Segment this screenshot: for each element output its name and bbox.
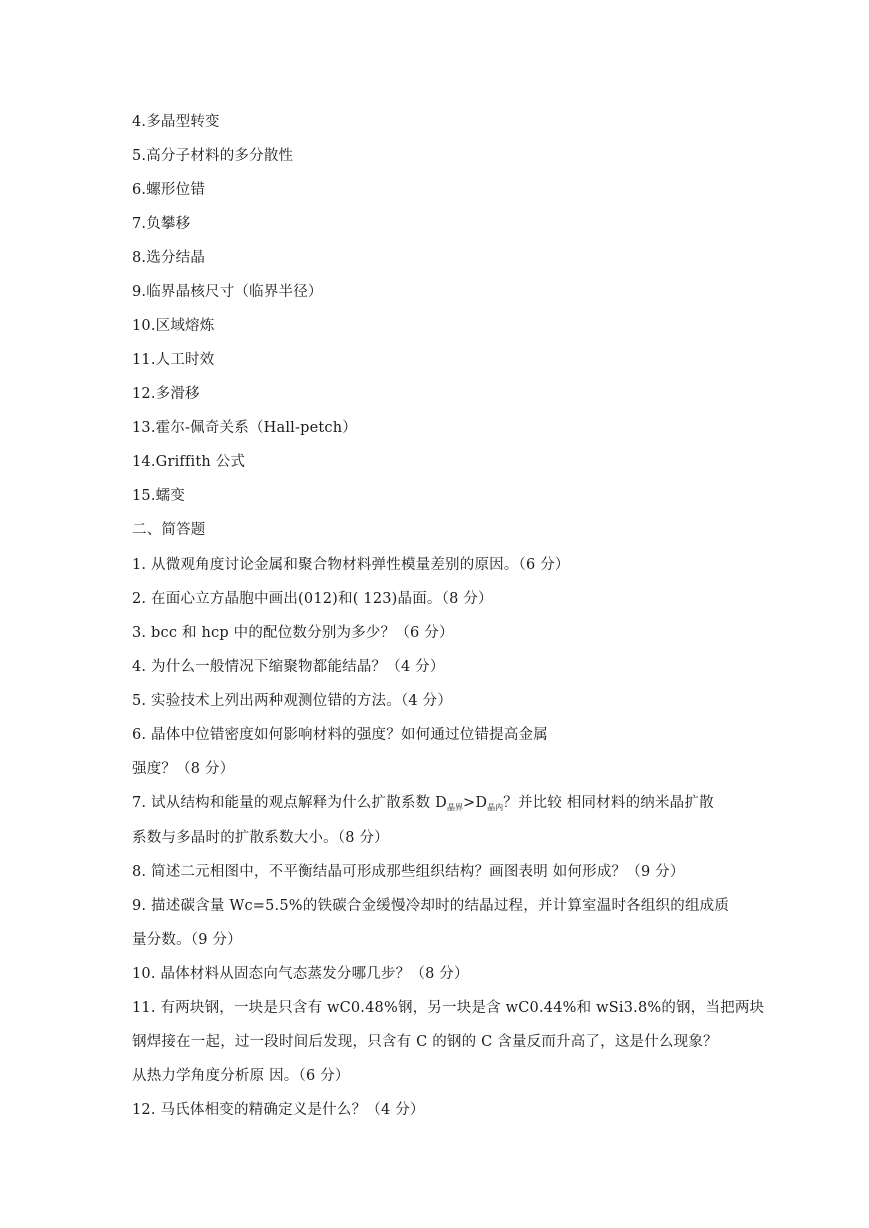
term-item-9: 9.临界晶核尺寸（临界半径）	[132, 284, 323, 300]
question-9-line-1: 9. 描述碳含量 Wc=5.5%的铁碳合金缓慢冷却时的结晶过程，并计算室温时各组织的组成质	[132, 898, 730, 914]
question-10: 10. 晶体材料从固态向气态蒸发分哪几步？（8 分）	[132, 966, 469, 982]
term-item-8: 8.选分结晶	[132, 250, 206, 266]
question-1: 1. 从微观角度讨论金属和聚合物材料弹性模量差别的原因。（6 分）	[132, 557, 570, 573]
question-7-text-a: 7. 试从结构和能量的观点解释为什么扩散系数 D	[132, 795, 447, 811]
question-5: 5. 实验技术上列出两种观测位错的方法。（4 分）	[132, 693, 453, 709]
subscript-grain-boundary: 晶界	[446, 803, 463, 812]
term-item-11: 11.人工时效	[132, 352, 215, 368]
question-2: 2. 在面心立方晶胞中画出(012)和( 123)晶面。（8 分）	[132, 591, 493, 607]
question-3: 3. bcc 和 hcp 中的配位数分别为多少？（6 分）	[132, 625, 454, 641]
term-item-4: 4.多晶型转变	[132, 114, 220, 130]
question-7-line-1	[132, 793, 752, 818]
section-title: 二、简答题	[132, 522, 206, 538]
term-item-13: 13.霍尔-佩奇关系（Hall-petch）	[132, 420, 357, 436]
question-9-line-2: 量分数。（9 分）	[132, 932, 242, 948]
question-4: 4. 为什么一般情况下缩聚物都能结晶？（4 分）	[132, 659, 445, 675]
question-11-line-2: 钢焊接在一起，过一段时间后发现，只含有 C 的钢的 C 含量反而升高了，这是什么现象？	[132, 1034, 718, 1050]
term-item-15: 15.蠕变	[132, 488, 186, 504]
term-item-6: 6.螺形位错	[132, 182, 206, 198]
question-11-line-3: 从热力学角度分析原 因。（6 分）	[132, 1068, 350, 1084]
question-7-text-b: >D	[462, 795, 488, 811]
term-item-12: 12.多滑移	[132, 386, 200, 402]
question-7-text-c: ？并比较 相同材料的纳米晶扩散	[503, 795, 714, 811]
question-11-line-1: 11. 有两块钢，一块是只含有 wC0.48%钢，另一块是含 wC0.44%和 wSi3.8%的钢，当把两块	[132, 1000, 765, 1016]
term-item-7: 7.负攀移	[132, 216, 191, 232]
term-item-5: 5.高分子材料的多分散性	[132, 148, 294, 164]
term-item-14: 14.Griffith 公式	[132, 454, 246, 470]
question-7-line-2: 系数与多晶时的扩散系数大小。（8 分）	[132, 830, 389, 846]
question-8: 8. 简述二元相图中，不平衡结晶可形成那些组织结构？画图表明 如何形成？（9 分）	[132, 864, 685, 880]
subscript-grain-interior: 晶内	[487, 803, 504, 812]
term-item-10: 10.区域熔炼	[132, 318, 215, 334]
question-6-line-1: 6. 晶体中位错密度如何影响材料的强度？如何通过位错提高金属	[132, 727, 548, 743]
question-6-line-2: 强度？（8 分）	[132, 761, 235, 777]
question-12: 12. 马氏体相变的精确定义是什么？（4 分）	[132, 1102, 425, 1118]
